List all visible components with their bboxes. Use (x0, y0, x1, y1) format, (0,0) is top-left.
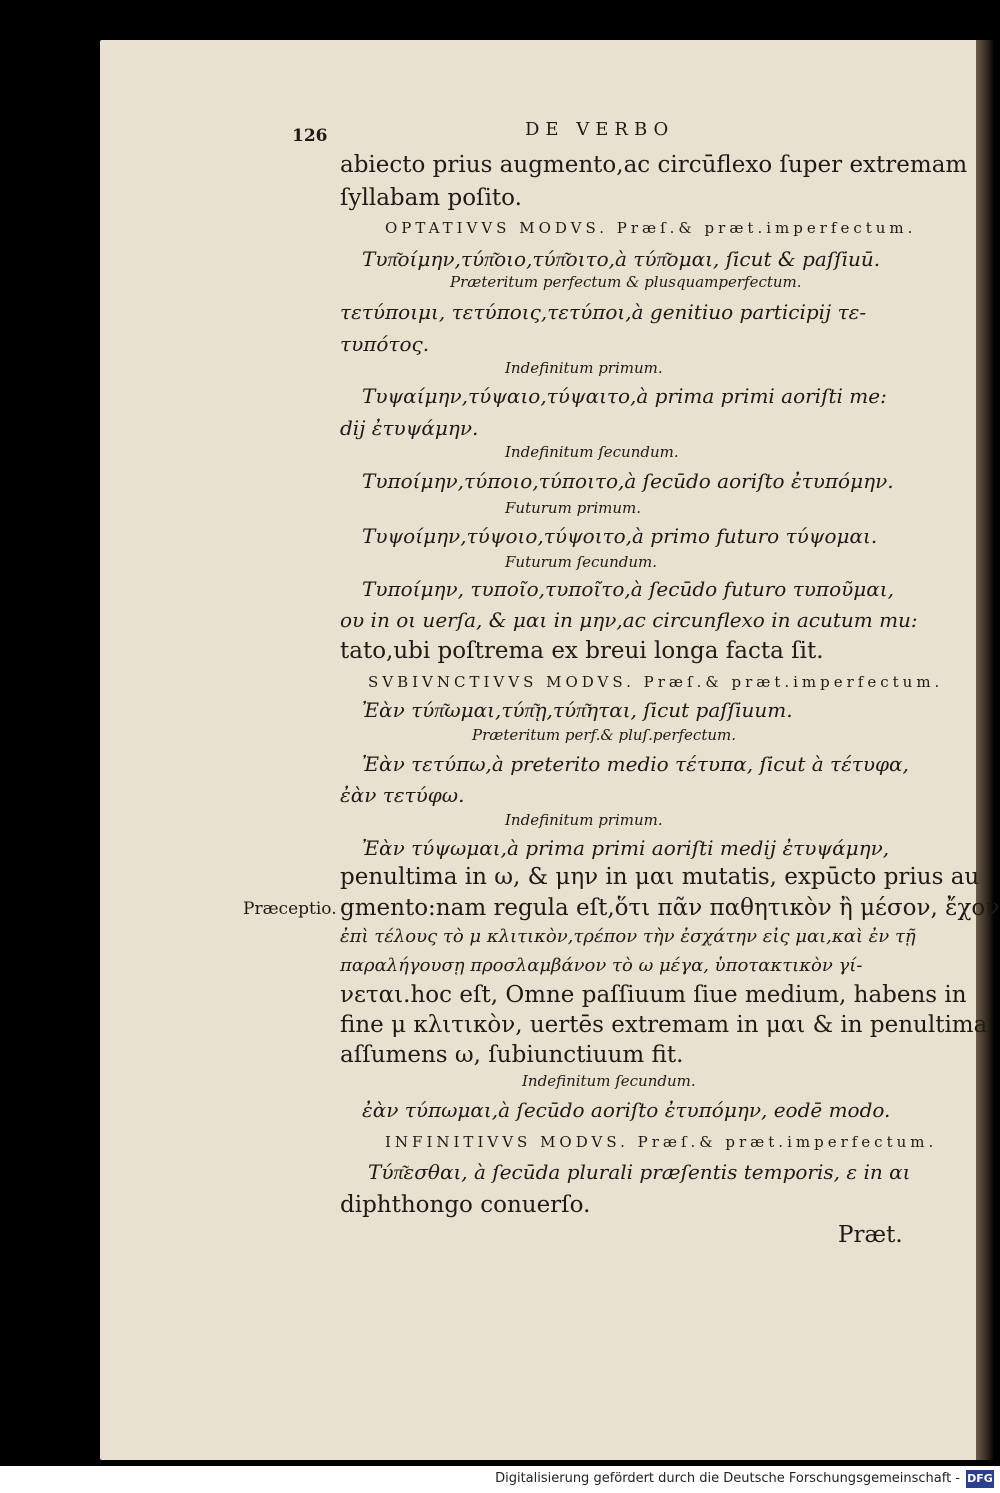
text-line: penultima in ω, & μην in μαι mutatis, expūcto prius au (340, 864, 980, 890)
text-line: ſyllabam poſito. (340, 185, 522, 211)
text-line: tato,ubi poſtrema ex breui longa facta ſit. (340, 638, 824, 664)
text-line: Ἐὰν τύψωμαι,à prima primi aoriſti medij ἐτυψάμην, (362, 836, 890, 860)
text-line: Τύπ͂εσθαι, à ſecūda plurali præſentis temporis, ε in αι (368, 1160, 911, 1184)
text-line: Τυποίμην,τύποιο,τύποιτο,à ſecūdo aoriſto ἐτυπόμην. (362, 469, 894, 493)
footer-text: Digitalisierung gefördert durch die Deutsche Forschungsgemeinschaft - (495, 1471, 960, 1486)
section-heading: SVBIVNCTIVVS MODVS. Præſ.& præt.imperfectum. (368, 673, 944, 691)
dfg-logo: DFG (966, 1470, 994, 1488)
running-title: DE VERBO (525, 119, 675, 140)
subheading: Indefinitum primum. (505, 359, 663, 377)
subheading: Præteritum perfectum & plusquamperfectum. (450, 273, 802, 291)
text-line: νεται.hoc eſt, Omne paſſiuum ſiue medium, habens in (340, 982, 967, 1008)
text-line: abiecto prius augmento,ac circūflexo ſuper extremam (340, 152, 968, 178)
text-line: fine μ κλιτικὸν, uertēs extremam in μαι & in penultima (340, 1012, 988, 1038)
text-line: τετύποιμι, τετύποις,τετύποι,à genitiuo participij τε- (340, 300, 867, 324)
text-line: aſſumens ω, ſubiunctiuum fit. (340, 1042, 684, 1068)
catchword: Præt. (838, 1222, 903, 1248)
text-line: Ἐὰν τύπ͂ωμαι,τύπ͂ῃ,τύπ͂ηται, ſicut paſſiuum. (362, 698, 793, 722)
margin-note: Præceptio. (243, 899, 337, 919)
subheading: Indefinitum ſecundum. (505, 443, 679, 461)
section-heading: OPTATIVVS MODVS. Præſ.& præt.imperfectum. (385, 219, 917, 237)
text-line: ἐὰν τετύφω. (340, 783, 465, 807)
text-line: Τυψοίμην,τύψοιο,τύψοιτο,à primo futuro τύψομαι. (362, 524, 878, 548)
text-line: ἐὰν τύπωμαι,à ſecūdo aoriſto ἐτυπόμην, eodē modo. (362, 1098, 891, 1122)
text-line: dij ἐτυψάμην. (340, 416, 479, 440)
page-number: 126 (292, 126, 328, 146)
text-line: τυπότος. (340, 332, 430, 356)
text-line: Ἐὰν τετύπω,à preterito medio τέτυπα, ſicut à τέτυφα, (362, 752, 909, 776)
footer-bar (0, 1466, 1000, 1493)
text-line: ἐπὶ τέλους τὸ μ κλιτικὸν,τρέπον τὴν ἐσχάτην εἰς μαι,καὶ ἐν τῇ (340, 926, 916, 947)
subheading: Indefinitum ſecundum. (522, 1072, 696, 1090)
text-line: Τυψαίμην,τύψαιο,τύψαιτο,à prima primi aoriſti me: (362, 384, 887, 408)
text-line: παραλήγουσῃ προσλαμβάνον τὸ ω μέγα, ὑποτακτικὸν γί- (340, 955, 863, 976)
subheading: Præteritum perf.& pluſ.perfectum. (472, 726, 737, 744)
section-heading: INFINITIVVS MODVS. Præſ.& præt.imperfectum. (385, 1133, 938, 1151)
text-line: diphthongo conuerſo. (340, 1192, 591, 1218)
subheading: Indefinitum primum. (505, 811, 663, 829)
text-line: Τυποίμην, τυποῖο,τυποῖτο,à ſecūdo futuro τυποῦμαι, (362, 577, 894, 601)
subheading: Futurum ſecundum. (505, 553, 657, 571)
subheading: Futurum primum. (505, 499, 642, 517)
text-line: ου in οι uerſa, & μαι in μην,ac circunflexo in acutum mu: (340, 608, 918, 632)
text-line: gmento:nam regula eſt,ὅτι πᾶν παθητικὸν ἢ μέσον, ἔχον (340, 895, 1000, 921)
text-line: Τυπ͂οίμην,τύπ͂οιο,τύπ͂οιτο,à τύπ͂ομαι, ſicut & paſſiuū. (362, 247, 881, 271)
page-edge (976, 40, 994, 1460)
